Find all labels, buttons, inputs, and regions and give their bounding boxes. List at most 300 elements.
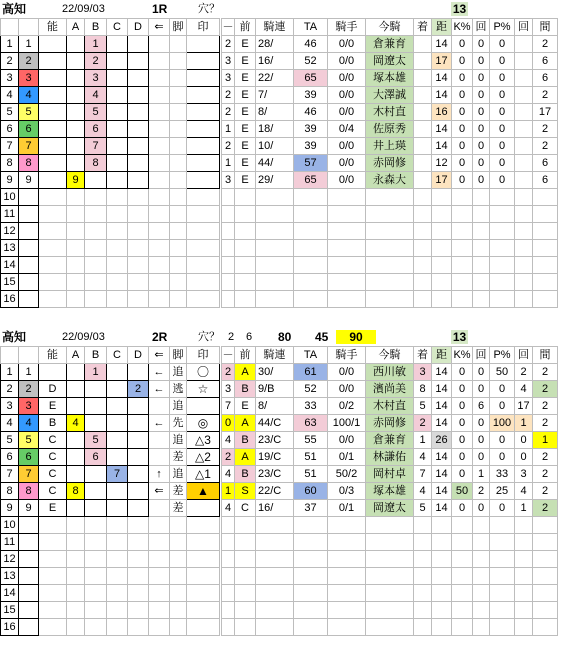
cell-jockey-record [256,274,294,291]
cell-p-count: 4 [515,483,533,500]
cell-position [235,223,256,240]
cell-k-pct: 0 [452,172,473,189]
cell-col-c [107,70,128,87]
cell-pre-diff: 7 [222,398,235,415]
cell-p-count: 0 [515,432,533,449]
cell-waku: 5 [19,432,39,449]
cell-col-a [67,585,85,602]
cell-leg-style [170,70,187,87]
cell-p-pct [490,551,515,568]
cell-pre-diff [222,223,235,240]
cell-ta: 57 [294,155,328,172]
cell-pre-diff [222,206,235,223]
cell-current-jockey [366,534,414,551]
cell-position: E [235,87,256,104]
cell-interval [533,602,558,619]
cell-k-pct [452,257,473,274]
header-arrow: ⇐ [149,347,170,364]
cell-current-jockey: 濱尚美 [366,381,414,398]
cell-col-d [128,206,149,223]
cell-ta: 55 [294,432,328,449]
header-col-a: A [67,19,85,36]
cell-leg-style [170,206,187,223]
cell-ability [39,121,67,138]
cell-col-d [128,517,149,534]
cell-p-pct: 0 [490,36,515,53]
cell-ta [294,291,328,308]
cell-pre-diff: 2 [222,364,235,381]
cell-p-pct [490,257,515,274]
header-k-count: 回 [473,347,490,364]
cell-finish [414,172,432,189]
cell-jockey-rate [328,240,366,257]
cell-p-pct: 0 [490,432,515,449]
header-ability: 能 [39,19,67,36]
cell-interval: 6 [533,70,558,87]
table-row [1,189,558,206]
cell-col-b [85,585,107,602]
cell-distance: 14 [432,500,452,517]
cell-distance [432,223,452,240]
header-mark: 印 [187,347,220,364]
cell-p-count [515,240,533,257]
cell-ability [39,257,67,274]
cell-waku: 1 [19,364,39,381]
cell-waku: 7 [19,466,39,483]
cell-distance: 14 [432,87,452,104]
cell-col-a [67,568,85,585]
cell-mark [187,568,220,585]
cell-distance [432,189,452,206]
cell-interval [533,585,558,602]
cell-k-pct: 0 [452,104,473,121]
cell-leg-style: 追 [170,398,187,415]
cell-leg-style [170,189,187,206]
cell-position: B [235,381,256,398]
cell-arrow [149,534,170,551]
cell-waku [19,240,39,257]
cell-row-number: 14 [1,257,19,274]
cell-finish [414,568,432,585]
cell-distance [432,551,452,568]
cell-p-count [515,189,533,206]
cell-arrow [149,206,170,223]
cell-distance [432,291,452,308]
cell-leg-style [170,155,187,172]
cell-ta: 39 [294,121,328,138]
cell-col-d [128,155,149,172]
header-interval: 間 [533,347,558,364]
cell-current-jockey [366,585,414,602]
cell-col-b [85,500,107,517]
cell-distance: 14 [432,70,452,87]
cell-row-number: 14 [1,585,19,602]
cell-p-count [515,104,533,121]
cell-jockey-record: 22/C [256,483,294,500]
cell-jockey-record [256,585,294,602]
cell-jockey-rate [328,534,366,551]
cell-mark [187,619,220,636]
distance-count: 13 [452,330,467,344]
cell-jockey-record: 8/ [256,104,294,121]
cell-finish [414,534,432,551]
cell-p-pct [490,568,515,585]
cell-col-a [67,206,85,223]
table-row [1,138,558,155]
cell-row-number: 2 [1,381,19,398]
cell-col-d [128,551,149,568]
header-col-d: D [128,347,149,364]
cell-waku: 6 [19,121,39,138]
cell-finish [414,36,432,53]
cell-col-d [128,449,149,466]
table-row [1,53,558,70]
cell-distance: 26 [432,432,452,449]
cell-position: B [235,466,256,483]
cell-col-b: 3 [85,70,107,87]
cell-jockey-record: 16/ [256,53,294,70]
cell-arrow [149,104,170,121]
cell-current-jockey [366,602,414,619]
cell-current-jockey: 木村直 [366,398,414,415]
cell-jockey-record: 10/ [256,138,294,155]
cell-arrow [149,398,170,415]
table-row [1,398,558,415]
cell-col-d [128,53,149,70]
cell-distance [432,206,452,223]
cell-position: B [235,432,256,449]
cell-col-d [128,500,149,517]
cell-jockey-rate: 0/0 [328,432,366,449]
cell-k-pct [452,585,473,602]
table-row [1,585,558,602]
cell-k-count: 0 [473,449,490,466]
cell-pre-diff: 1 [222,121,235,138]
cell-k-pct: 0 [452,449,473,466]
cell-current-jockey: 赤岡修 [366,155,414,172]
cell-row-number: 4 [1,87,19,104]
cell-interval: 1 [533,432,558,449]
cell-ta: 51 [294,466,328,483]
cell-jockey-rate: 0/0 [328,138,366,155]
cell-k-count: 0 [473,381,490,398]
cell-arrow [149,53,170,70]
cell-current-jockey: 赤岡修 [366,415,414,432]
cell-row-number: 6 [1,449,19,466]
cell-current-jockey [366,223,414,240]
cell-position: A [235,364,256,381]
cell-interval: 2 [533,449,558,466]
cell-k-pct: 0 [452,398,473,415]
cell-p-count: 4 [515,381,533,398]
cell-col-c [107,398,128,415]
cell-pre-diff: 4 [222,500,235,517]
header-col-c: C [107,19,128,36]
cell-pre-diff: 4 [222,466,235,483]
cell-col-d [128,172,149,189]
cell-arrow [149,172,170,189]
cell-distance: 14 [432,138,452,155]
header-pre-diff: － [222,19,235,36]
cell-mark [187,223,220,240]
cell-waku [19,619,39,636]
cell-k-count: 0 [473,432,490,449]
race-number: 1R [152,2,168,16]
cell-jockey-rate [328,257,366,274]
cell-jockey-rate [328,602,366,619]
cell-ta: 60 [294,483,328,500]
cell-jockey-record [256,240,294,257]
cell-jockey-record: 8/ [256,398,294,415]
cell-current-jockey [366,189,414,206]
cell-waku [19,602,39,619]
race-date: 22/09/03 [62,331,105,343]
header-mark: 印 [187,19,220,36]
cell-col-c [107,189,128,206]
cell-k-pct: 0 [452,87,473,104]
cell-position [235,568,256,585]
cell-k-count: 0 [473,53,490,70]
cell-leg-style: 追 [170,466,187,483]
cell-interval: 2 [533,500,558,517]
cell-p-pct: 0 [490,104,515,121]
cell-row-number: 1 [1,364,19,381]
cell-col-a [67,551,85,568]
cell-jockey-record: 23/C [256,466,294,483]
table-row [1,619,558,636]
cell-p-pct [490,206,515,223]
cell-jockey-rate: 0/0 [328,87,366,104]
stat-3: 80 [278,330,292,344]
cell-col-b: 6 [85,121,107,138]
table-row [1,240,558,257]
table-row [1,172,558,189]
cell-waku [19,223,39,240]
cell-position [235,240,256,257]
cell-distance: 14 [432,381,452,398]
cell-p-pct [490,291,515,308]
cell-ability [39,619,67,636]
cell-jockey-record: 30/ [256,364,294,381]
cell-interval: 6 [533,155,558,172]
cell-k-pct: 0 [452,70,473,87]
cell-jockey-record [256,534,294,551]
cell-p-pct: 0 [490,381,515,398]
header-leg-style: 脚 [170,19,187,36]
cell-p-count: 17 [515,398,533,415]
cell-col-b: 2 [85,53,107,70]
cell-position: S [235,483,256,500]
cell-ability: B [39,415,67,432]
cell-p-count [515,138,533,155]
cell-ability [39,87,67,104]
cell-position: E [235,53,256,70]
cell-row-number: 5 [1,104,19,121]
cell-waku [19,568,39,585]
cell-jockey-rate: 0/0 [328,155,366,172]
cell-pre-diff: 1 [222,483,235,500]
cell-k-count [473,206,490,223]
cell-current-jockey: 永森大 [366,172,414,189]
cell-current-jockey: 岡村卓 [366,466,414,483]
horse-table [0,18,558,308]
cell-arrow: ← [149,381,170,398]
cell-k-count: 1 [473,466,490,483]
cell-k-pct: 0 [452,500,473,517]
cell-jockey-record: 19/C [256,449,294,466]
cell-pre-diff [222,189,235,206]
cell-k-pct [452,206,473,223]
cell-col-a [67,189,85,206]
header-current-jockey: 今騎 [366,347,414,364]
cell-interval [533,189,558,206]
cell-waku [19,291,39,308]
table-row [1,274,558,291]
cell-leg-style [170,240,187,257]
cell-col-c [107,551,128,568]
cell-current-jockey: 佐原秀 [366,121,414,138]
header-k-pct: K% [452,347,473,364]
cell-current-jockey: 林謙佑 [366,449,414,466]
cell-jockey-record [256,568,294,585]
cell-jockey-record [256,517,294,534]
cell-position: E [235,138,256,155]
cell-position [235,619,256,636]
cell-interval: 2 [533,483,558,500]
cell-ta [294,619,328,636]
cell-jockey-rate [328,291,366,308]
cell-jockey-rate: 50/2 [328,466,366,483]
cell-leg-style [170,551,187,568]
cell-p-pct: 0 [490,398,515,415]
cell-waku: 8 [19,483,39,500]
cell-col-b [85,415,107,432]
cell-ta: 65 [294,70,328,87]
cell-p-pct: 0 [490,53,515,70]
cell-ta: 46 [294,36,328,53]
header-pre-diff: － [222,347,235,364]
header-arrow: ⇐ [149,19,170,36]
cell-ability [39,155,67,172]
cell-interval: 2 [533,466,558,483]
cell-distance [432,619,452,636]
cell-pre-diff: 0 [222,415,235,432]
cell-leg-style [170,53,187,70]
cell-p-pct [490,619,515,636]
cell-arrow [149,500,170,517]
cell-ta: 39 [294,87,328,104]
cell-col-a [67,398,85,415]
cell-position: A [235,449,256,466]
header-p-pct: P% [490,347,515,364]
cell-interval: 2 [533,364,558,381]
cell-col-a [67,138,85,155]
cell-k-pct: 0 [452,364,473,381]
header-p-pct: P% [490,19,515,36]
cell-pre-diff [222,517,235,534]
cell-distance: 14 [432,483,452,500]
cell-jockey-rate: 0/0 [328,53,366,70]
cell-col-a [67,500,85,517]
cell-waku: 3 [19,398,39,415]
cell-jockey-rate [328,585,366,602]
cell-ability: C [39,466,67,483]
cell-current-jockey [366,517,414,534]
cell-finish [414,87,432,104]
cell-finish: 8 [414,381,432,398]
table-row [1,449,558,466]
header-finish: 着 [414,19,432,36]
cell-k-count [473,619,490,636]
table-row [1,466,558,483]
cell-ability [39,602,67,619]
cell-arrow [149,517,170,534]
cell-position [235,274,256,291]
cell-row-number: 3 [1,398,19,415]
cell-col-b [85,257,107,274]
cell-distance [432,585,452,602]
cell-jockey-record: 28/ [256,36,294,53]
horse-table [0,346,558,636]
cell-finish [414,138,432,155]
cell-row-number: 11 [1,534,19,551]
cell-k-count: 2 [473,483,490,500]
cell-position: E [235,36,256,53]
cell-waku: 2 [19,53,39,70]
cell-arrow [149,602,170,619]
cell-row-number: 13 [1,568,19,585]
cell-leg-style [170,104,187,121]
cell-finish [414,602,432,619]
cell-ta [294,223,328,240]
cell-leg-style [170,121,187,138]
cell-distance: 14 [432,398,452,415]
cell-p-count [515,155,533,172]
cell-leg-style [170,602,187,619]
cell-pre-diff [222,291,235,308]
cell-col-d [128,291,149,308]
cell-arrow: ← [149,415,170,432]
cell-distance: 17 [432,172,452,189]
cell-waku: 4 [19,415,39,432]
cell-k-count: 0 [473,138,490,155]
cell-ability [39,568,67,585]
cell-leg-style: 差 [170,483,187,500]
cell-row-number: 4 [1,415,19,432]
cell-ta [294,517,328,534]
cell-leg-style [170,257,187,274]
cell-mark [187,104,220,121]
cell-k-count [473,257,490,274]
header-col-c: C [107,347,128,364]
cell-jockey-record: 16/ [256,500,294,517]
cell-col-b [85,223,107,240]
cell-col-d [128,568,149,585]
cell-ability: E [39,398,67,415]
cell-current-jockey [366,257,414,274]
race-title-bar [0,0,578,18]
cell-p-count [515,206,533,223]
cell-position [235,257,256,274]
cell-col-c [107,121,128,138]
cell-mark: △3 [187,432,220,449]
cell-waku: 4 [19,87,39,104]
cell-finish: 2 [414,415,432,432]
cell-arrow [149,36,170,53]
table-row [1,364,558,381]
cell-col-b: 1 [85,36,107,53]
cell-col-b [85,602,107,619]
